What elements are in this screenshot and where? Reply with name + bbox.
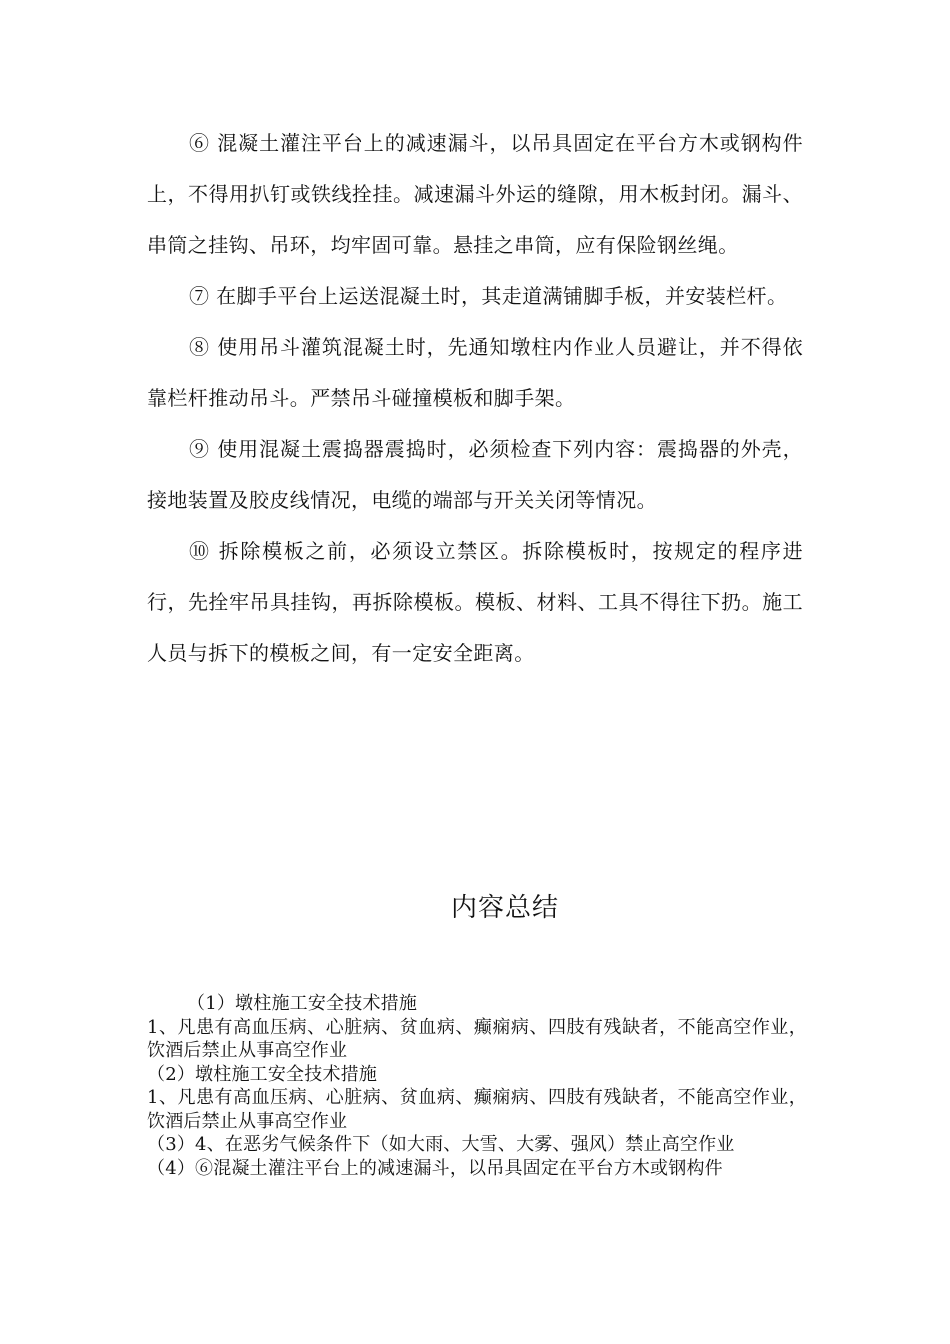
body-text xyxy=(147,118,803,679)
summary-line: 1、凡患有高血压病、心脏病、贫血病、癫痫病、四肢有残缺者，不能高空作业，饮酒后禁止从事高空作业 xyxy=(147,1016,807,1061)
summary-line: （2）墩柱施工安全技术措施 xyxy=(147,1063,378,1085)
summary-line: （4）⑥混凝土灌注平台上的减速漏斗，以吊具固定在平台方木或钢构件 xyxy=(147,1157,723,1179)
paragraph-item-6: ⑥ 混凝土灌注平台上的减速漏斗，以吊具固定在平台方木或钢构件上，不得用扒钉或铁线拴挂。减速漏斗外运的缝隙，用木板封闭。漏斗、串筒之挂钩、吊环，均牢固可靠。悬挂之串筒，应有保险钢丝绳。 xyxy=(147,131,803,257)
summary-section xyxy=(147,992,807,1180)
paragraph-item-8: ⑧ 使用吊斗灌筑混凝土时，先通知墩柱内作业人员避让，并不得依靠栏杆推动吊斗。严禁吊斗碰撞模板和脚手架。 xyxy=(147,335,803,410)
summary-line: （3）4、在恶劣气候条件下（如大雨、大雪、大雾、强风）禁止高空作业 xyxy=(147,1134,735,1155)
summary-title: 内容总结 xyxy=(450,893,559,923)
paragraph-item-7: ⑦ 在脚手平台上运送混凝土时，其走道满铺脚手板，并安装栏杆。 xyxy=(189,284,788,308)
paragraph-item-9: ⑨ 使用混凝土震捣器震捣时，必须检查下列内容：震捣器的外壳，接地装置及胶皮线情况，电缆的端部与开关关闭等情况。 xyxy=(147,437,803,512)
paragraph-item-10: ⑩ 拆除模板之前，必须设立禁区。拆除模板时，按规定的程序进行，先拴牢吊具挂钩，再拆除模板。模板、材料、工具不得往下扔。施工人员与拆下的模板之间，有一定安全距离。 xyxy=(147,539,803,665)
summary-line: 1、凡患有高血压病、心脏病、贫血病、癫痫病、四肢有残缺者，不能高空作业，饮酒后禁止从事高空作业 xyxy=(147,1087,807,1132)
summary-line: （1）墩柱施工安全技术措施 xyxy=(187,993,418,1014)
